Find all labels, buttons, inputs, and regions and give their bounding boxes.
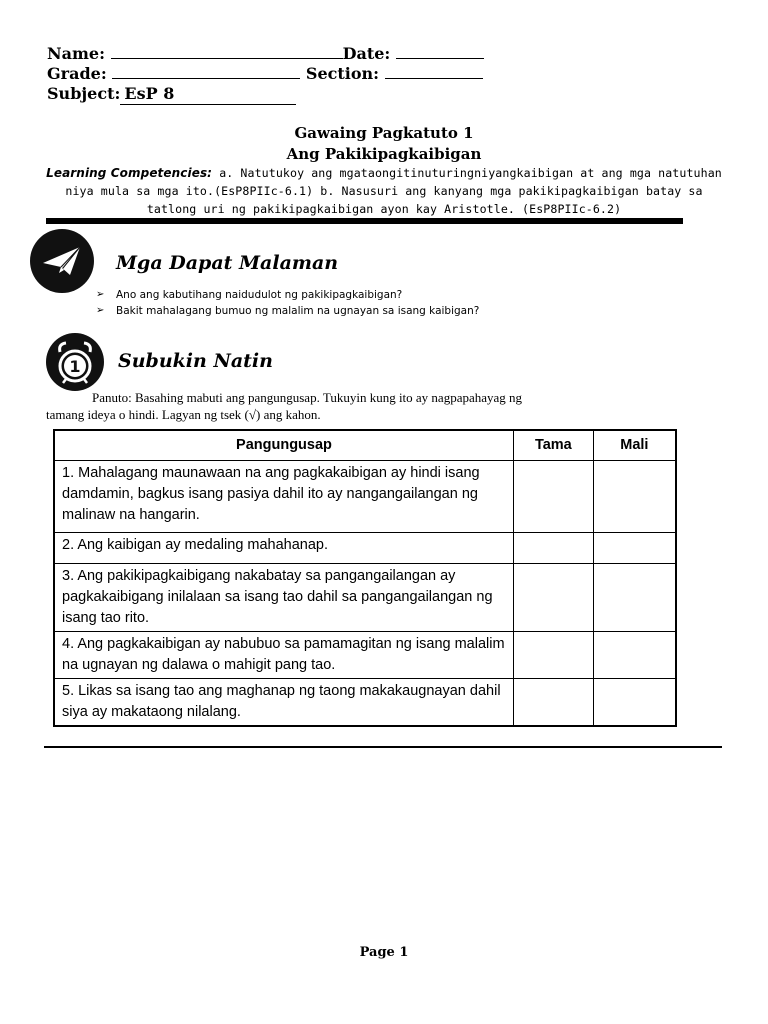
competencies-label: Learning Competencies: [46,166,213,180]
grade-field[interactable] [112,64,300,79]
name-date-line [47,44,484,64]
mali-checkbox[interactable] [593,678,676,726]
subject-label: Subject: [47,84,121,103]
name-label: Name: [47,44,106,63]
section-label: Section: [305,64,380,83]
tama-checkbox[interactable] [513,678,593,726]
table-row [54,532,676,563]
tama-checkbox[interactable] [513,532,593,563]
tama-checkbox[interactable] [513,563,593,631]
date-label: Date: [342,44,391,63]
mali-checkbox[interactable] [593,631,676,678]
activity-subtitle: Ang Pakikipagkaibigan [286,145,482,163]
panuto-instructions [46,389,637,423]
statement-cell: 3. Ang pakikipagkaibigang nakabatay sa pangangailangan ay pagkakaibigang inilalaan sa isang tao dahil sa pangangailangan ng isang tao rito. [54,563,513,631]
statement-cell: 1. Mahalagang maunawaan na ang pagkakaibigan ay hindi isang damdamin, bagkus isang pasiya dahil ito ay nangangailangan ng malinaw na hangarin. [54,460,513,532]
table-row [54,460,676,532]
header-tama: Tama [513,430,593,460]
tama-checkbox[interactable] [513,460,593,532]
panuto-line-1: Panuto: Basahing mabuti ang pangungusap. Tukuyin kung ito ay nagpapahayag ng [92,390,523,405]
section-title-malaman: Mga Dapat Malaman [116,252,339,274]
header-pangungusap: Pangungusap [54,430,513,460]
table-row [54,631,676,678]
subject-value: EsP 8 [124,84,175,103]
tama-checkbox[interactable] [513,631,593,678]
statement-cell: 2. Ang kaibigan ay medaling mahahanap. [54,532,513,563]
table-header-row [54,430,676,460]
list-item: ➢ Ano ang kabutihang naidudulot ng pakikipagkaibigan? [96,289,403,301]
divider-thin [44,746,722,748]
subject-line [47,84,296,105]
mali-checkbox[interactable] [593,563,676,631]
competencies-text: a. Natutukoy ang mgataongitinuturingniyangkaibigan at ang mga natutuhan niya mula sa mga ito.(EsP8PIIc-6.1) b. Nasusuri ang kanyang mga pakikipagkaibigan batay sa tatlong uri ng pakikipagkaibigan ayon kay Aristotle. (EsP8PIIc-6.2) [65,166,722,216]
divider-thick [46,218,683,224]
statement-cell: 5. Likas sa isang tao ang maghanap ng taong makakaugnayan dahil siya ay makataong nilalang. [54,678,513,726]
section-field[interactable] [385,64,483,79]
activity-title: Gawaing Pagkatuto 1 [294,124,474,142]
subject-field[interactable] [120,84,296,105]
page-number: Page 1 [359,945,409,960]
panuto-line-2: tamang ideya o hindi. Lagyan ng tsek (√) ang kahon. [46,407,321,422]
statement-cell: 4. Ang pagkakaibigan ay nabubuo sa pamamagitan ng isang malalim na ugnayan ng dalawa o mahigit pang tao. [54,631,513,678]
arrow-bullet-icon: ➢ [96,289,105,300]
quiz-table [53,429,677,727]
paper-plane-icon [30,229,94,293]
table-row [54,678,676,726]
name-field[interactable] [111,44,343,59]
malaman-bullet-list [96,287,479,319]
header-mali: Mali [593,430,676,460]
table-row [54,563,676,631]
section-title-subukin: Subukin Natin [118,350,273,372]
mali-checkbox[interactable] [593,460,676,532]
learning-competencies [44,164,724,218]
list-item: ➢ Bakit mahalagang bumuo ng malalim na ugnayan sa isang kaibigan? [96,305,480,317]
icon-number: 1 [69,357,81,376]
grade-label: Grade: [47,64,107,83]
alarm-clock-1-icon [46,333,104,391]
mali-checkbox[interactable] [593,532,676,563]
grade-section-line [47,64,483,84]
arrow-bullet-icon: ➢ [96,305,105,316]
date-field[interactable] [396,44,484,59]
